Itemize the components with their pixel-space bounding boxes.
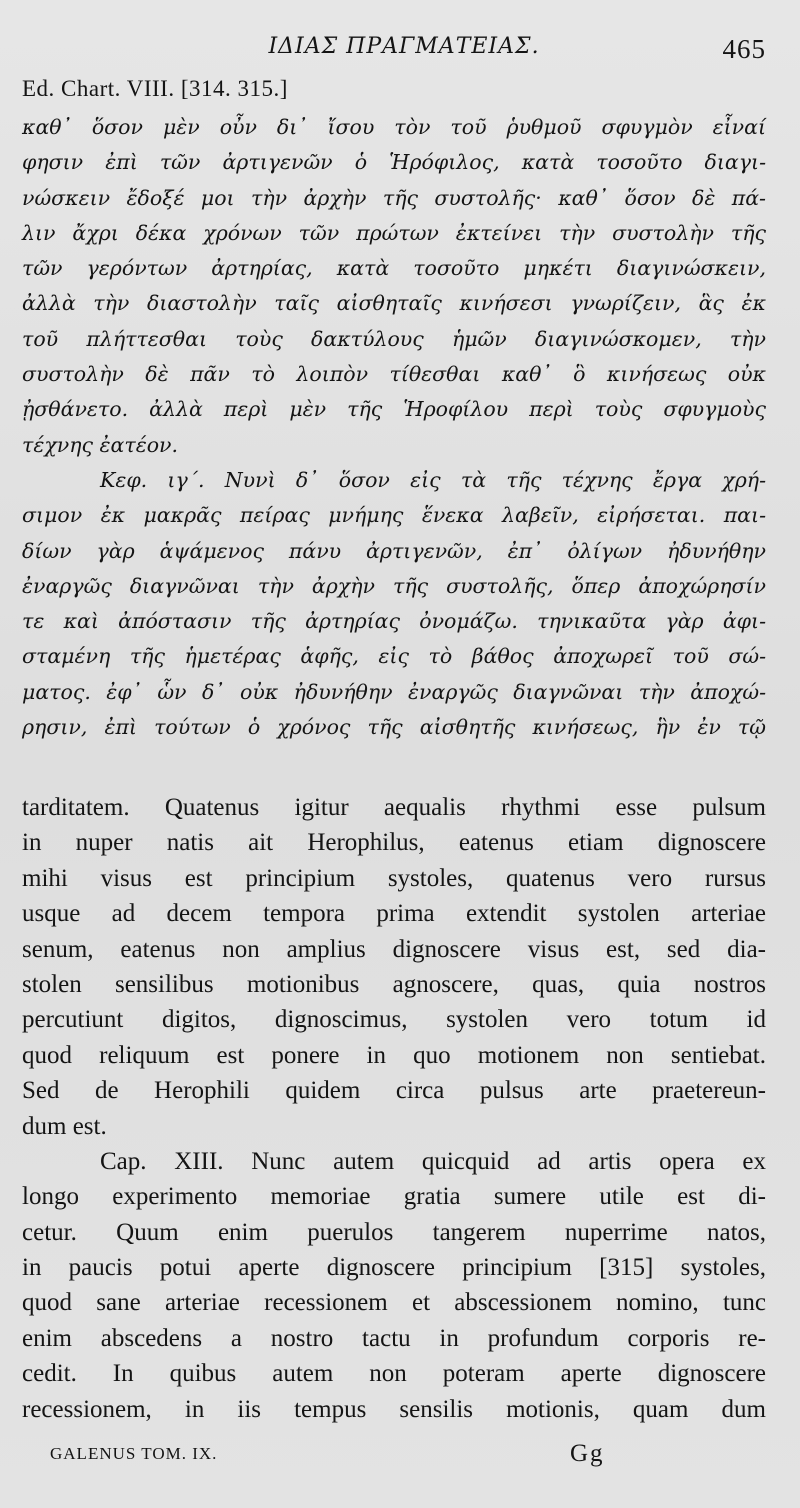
greek-line: τέχνης ἐατέον. bbox=[22, 432, 179, 457]
greek-line: τοῦ πλήττεσθαι τοὺς δακτύλους ἡμῶν διαγινώσκομεν, τὴν bbox=[22, 326, 766, 351]
greek-chapter-heading-line: Κεφ. ιγ΄. Νυνὶ δ᾽ ὅσον εἰς τὰ τῆς τέχνης ἔργα χρή- bbox=[100, 467, 766, 492]
greek-line: φησιν ἐπὶ τῶν ἀρτιγενῶν ὁ Ἡρόφιλος, κατὰ τοσοῦτο διαγι- bbox=[22, 150, 766, 175]
greek-line: ματος. ἐφ᾽ ὧν δ᾽ οὐκ ἠδυνήθην ἐναργῶς διαγνῶναι τὴν ἀποχώ- bbox=[22, 679, 766, 704]
page-footer bbox=[22, 1440, 766, 1472]
latin-chapter-heading-line: Cap. XIII. Nunc autem quicquid ad artis opera ex bbox=[100, 1147, 766, 1175]
latin-line: quod reliquum est ponere in quo motionem non sentiebat. bbox=[22, 1041, 766, 1069]
greek-line: ᾐσθάνετο. ἀλλὰ περὶ μὲν τῆς Ἡροφίλου περὶ τοὺς σφυγμοὺς bbox=[22, 397, 766, 422]
latin-text-block bbox=[22, 790, 766, 1427]
greek-line: δίων γὰρ ἁψάμενος πάνυ ἀρτιγενῶν, ἐπ᾽ ὀλίγων ἠδυνήθην bbox=[22, 538, 766, 563]
page-number: 465 bbox=[722, 34, 766, 64]
greek-line: σταμένη τῆς ἡμετέρας ἁφῆς, εἰς τὸ βάθος ἀποχωρεῖ τοῦ σώ- bbox=[22, 644, 766, 669]
latin-line: mihi visus est principium systoles, quatenus vero rursus bbox=[22, 864, 766, 892]
latin-line: stolen sensilibus motionibus agnoscere, quas, quia nostros bbox=[22, 970, 766, 998]
latin-line: enim abscedens a nostro tactu in profundum corporis re- bbox=[22, 1324, 766, 1352]
latin-line: usque ad decem tempora prima extendit systolen arteriae bbox=[22, 900, 766, 928]
latin-line: tarditatem. Quatenus igitur aequalis rhythmi esse pulsum bbox=[22, 794, 766, 821]
latin-line: dum est. bbox=[22, 1112, 107, 1140]
greek-line: σιμον ἐκ μακρᾶς πείρας μνήμης ἕνεκα λαβεῖν, εἰρήσεται. παι- bbox=[22, 503, 766, 528]
footer-imprint: GALENUS TOM. IX. bbox=[50, 1444, 218, 1463]
greek-line: τε καὶ ἀπόστασιν τῆς ἀρτηρίας ὀνομάζω. τηνικαῦτα γὰρ ἀφι- bbox=[22, 609, 766, 634]
greek-line: ρησιν, ἐπὶ τούτων ὁ χρόνος τῆς αἰσθητῆς κινήσεως, ἣν ἐν τῷ bbox=[22, 715, 766, 740]
greek-line: ἐναργῶς διαγνῶναι τὴν ἀρχὴν τῆς συστολῆς, ὅπερ ἀποχώρησίν bbox=[22, 573, 766, 598]
latin-line: senum, eatenus non amplius dignoscere visus est, sed dia- bbox=[22, 935, 766, 963]
edition-reference: Ed. Chart. VIII. [314. 315.] bbox=[22, 76, 288, 101]
greek-line: τῶν γερόντων ἀρτηρίας, κατὰ τοσοῦτο μηκέτι διαγινώσκειν, bbox=[22, 256, 766, 281]
printer-signature-mark: Gg bbox=[570, 1440, 605, 1467]
latin-line: in paucis potui aperte dignoscere principium [315] systoles, bbox=[22, 1254, 766, 1282]
greek-line: νώσκειν ἔδοξέ μοι τὴν ἀρχὴν τῆς συστολῆς· καθ᾽ ὅσον δὲ πά- bbox=[22, 185, 766, 210]
latin-line: cedit. In quibus autem non poteram aperte dignoscere bbox=[22, 1360, 766, 1388]
latin-line: longo experimento memoriae gratia sumere utile est di- bbox=[22, 1183, 766, 1211]
latin-line: quod sane arteriae recessionem et abscessionem nomino, tunc bbox=[22, 1289, 766, 1317]
greek-line: συστολὴν δὲ πᾶν τὸ λοιπὸν τίθεσθαι καθ᾽ ὃ κινήσεως οὐκ bbox=[22, 362, 766, 387]
latin-line: percutiunt digitos, dignoscimus, systolen vero totum id bbox=[22, 1006, 766, 1034]
running-title: ΙΔΙΑΣ ΠΡΑΓΜΑΤΕΙΑΣ. bbox=[268, 34, 540, 59]
latin-line: recessionem, in iis tempus sensilis motionis, quam dum bbox=[22, 1395, 766, 1423]
greek-line: λιν ἄχρι δέκα χρόνων τῶν πρώτων ἐκτείνει τὴν συστολὴν τῆς bbox=[22, 220, 766, 245]
latin-line: in nuper natis ait Herophilus, eatenus etiam dignoscere bbox=[22, 829, 766, 857]
greek-text-block bbox=[22, 110, 766, 745]
greek-line: καθ᾽ ὅσον μὲν οὖν δι᾽ ἴσου τὸν τοῦ ῥυθμοῦ σφυγμὸν εἶναί bbox=[22, 115, 766, 139]
running-head bbox=[22, 34, 766, 68]
greek-line: ἀλλὰ τὴν διαστολὴν ταῖς αἰσθηταῖς κινήσεσι γνωρίζειν, ἃς ἐκ bbox=[22, 291, 766, 316]
latin-line: cetur. Quum enim puerulos tangerem nuperrime natos, bbox=[22, 1218, 766, 1246]
latin-line: Sed de Herophili quidem circa pulsus arte praetereun- bbox=[22, 1077, 766, 1105]
